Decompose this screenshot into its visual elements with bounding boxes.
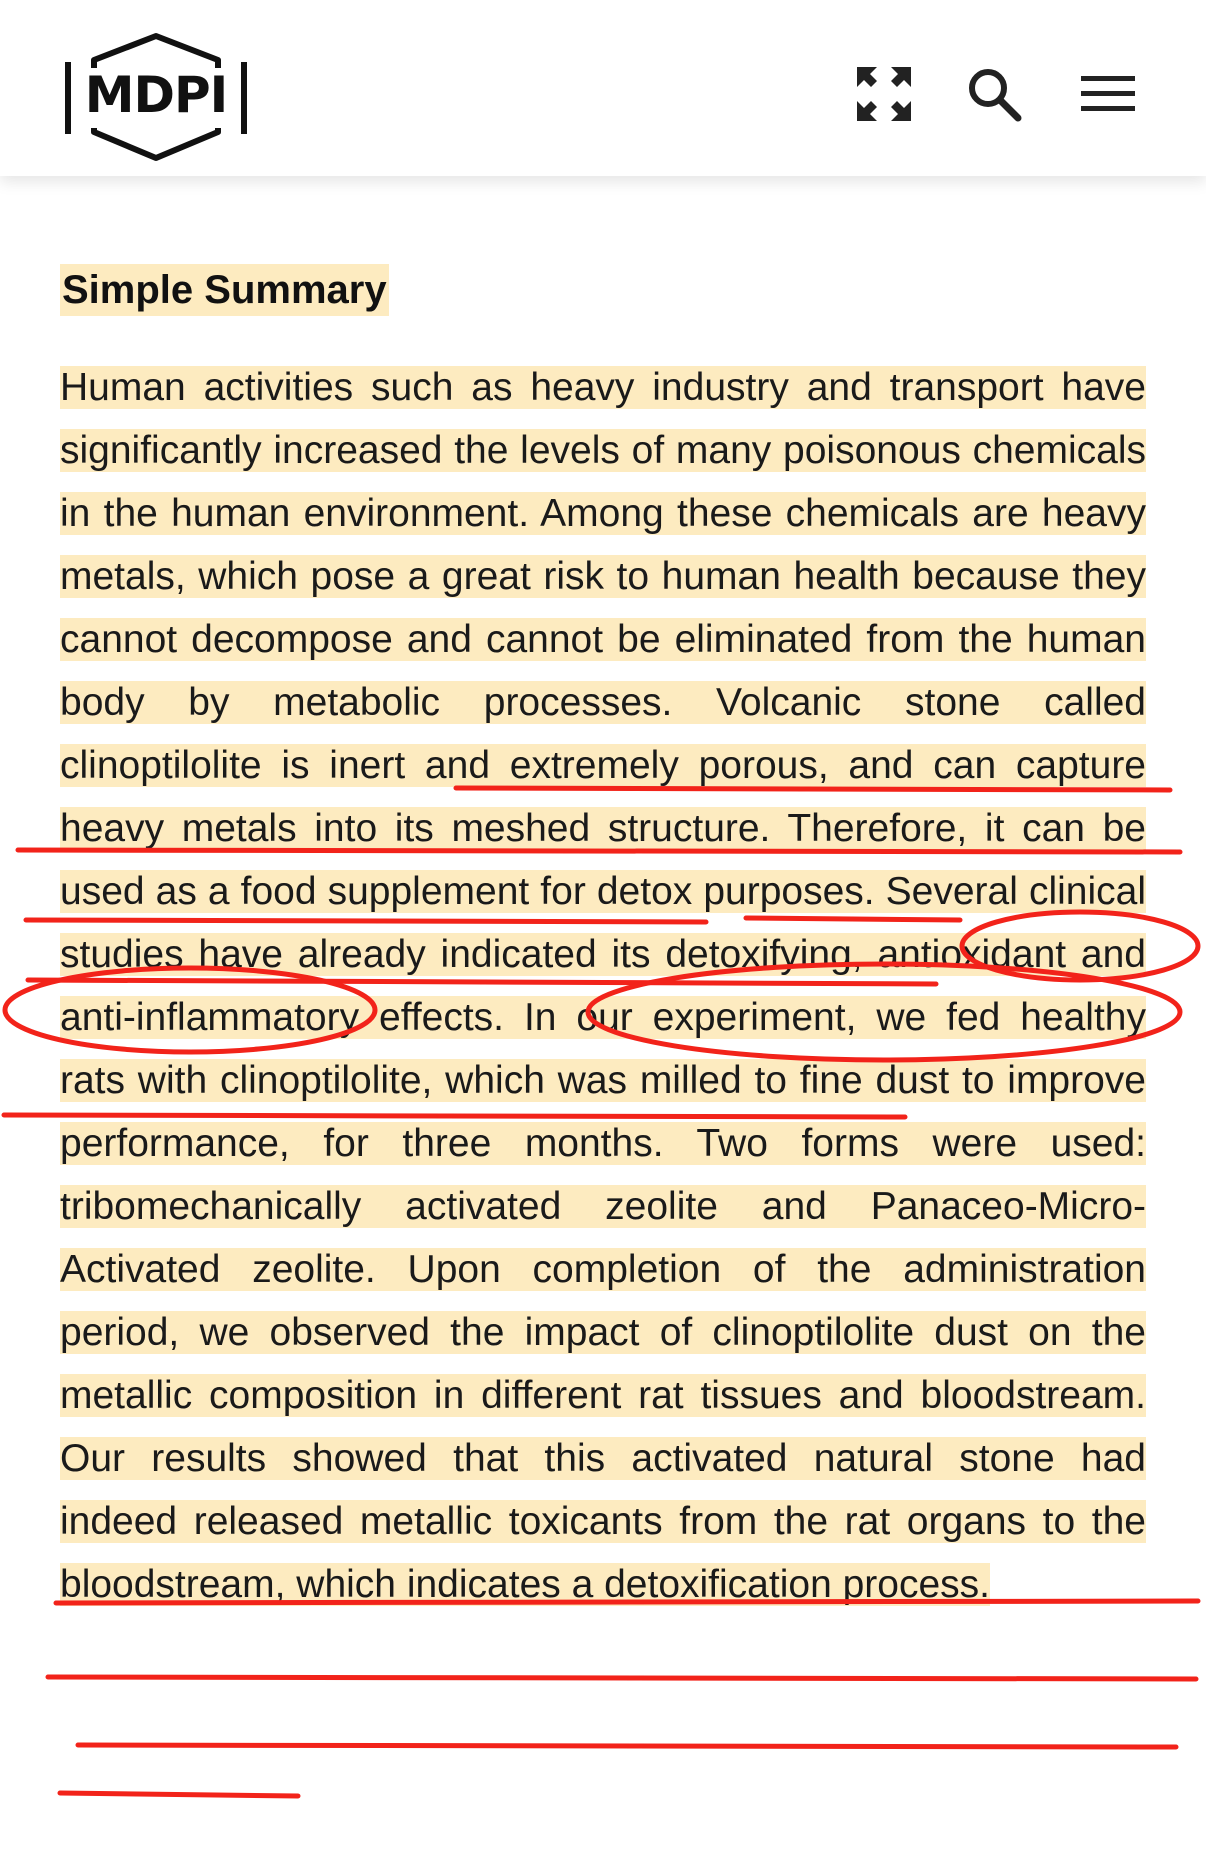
fullscreen-button[interactable] (852, 62, 916, 126)
fullscreen-icon (855, 65, 913, 123)
simple-summary-heading: Simple Summary (60, 264, 389, 316)
mdpi-logo[interactable] (58, 32, 254, 162)
site-header (0, 0, 1206, 176)
search-icon (966, 66, 1022, 122)
hamburger-menu-icon (1079, 72, 1137, 116)
logo-text: MDPI (84, 66, 228, 124)
search-button[interactable] (962, 62, 1026, 126)
menu-button[interactable] (1076, 62, 1140, 126)
highlighted-summary-text: Human activities such as heavy industry and transport have significantly increased the levels of many poisonous chemicals in the human environment. Among these chemicals are heavy metals, which pose a great risk to human health because they cannot decompose and cannot be eliminated from the human body by metabolic processes. Volcanic stone called clinoptilolite is inert and extremely porous, and can capture heavy metals into its meshed structure. Therefore, it can be used as a food supplement for detox purposes. Several clinical studies have already indicated its detoxifying, antioxidant and anti-inflammatory effects. In our experiment, we fed healthy rats with clinoptilolite, which was milled to fine dust to improve performance, for three months. Two forms were used: tribomechanically activated zeolite and Panaceo-Micro-Activated zeolite. Upon completion of the administration period, we observed the impact of clinoptilolite dust on the metallic composition in different rat tissues and bloodstream. Our results showed that this activated natural stone had indeed released metallic toxicants from the rat organs to the bloodstream, which indicates a detoxification process. (60, 366, 1146, 1606)
article-content (0, 176, 1206, 1861)
simple-summary-text (60, 356, 1146, 1616)
